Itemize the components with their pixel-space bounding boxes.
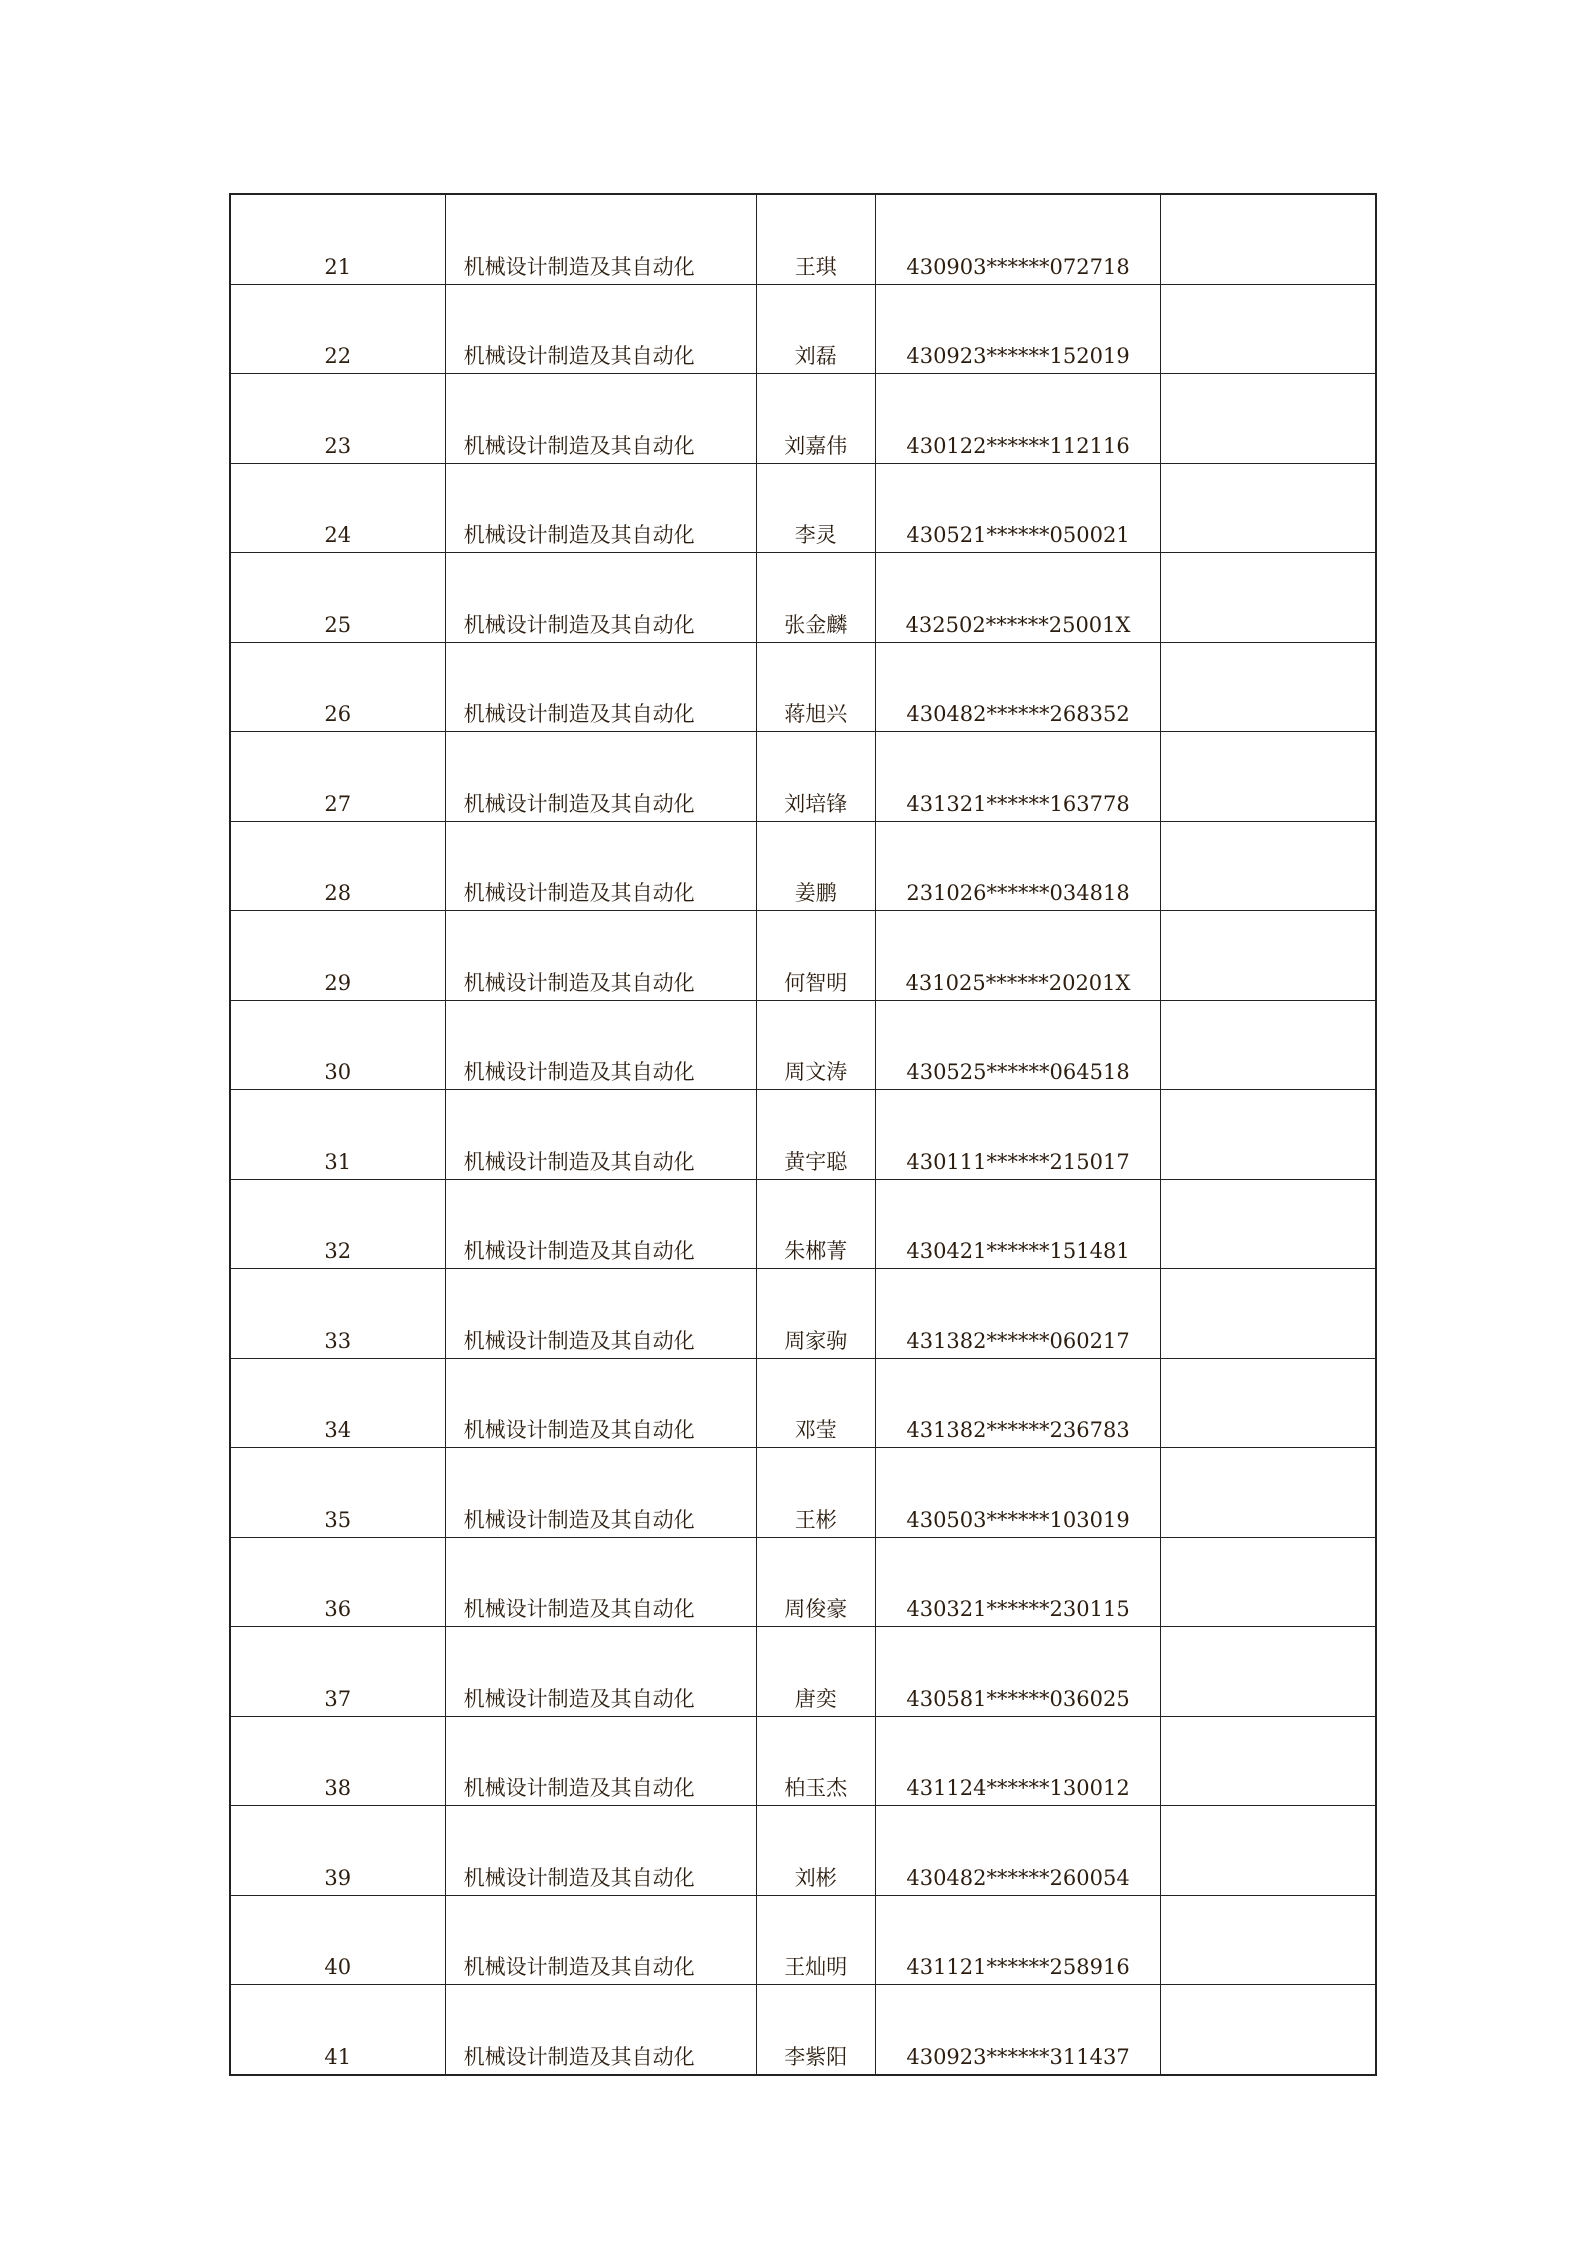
name-cell: 李灵	[756, 463, 875, 553]
id-number-cell: 432502******25001X	[875, 553, 1160, 643]
remark-cell	[1161, 1716, 1376, 1806]
id-number-cell: 430581******036025	[875, 1627, 1160, 1717]
remark-cell	[1161, 194, 1376, 284]
name-cell: 唐奕	[756, 1627, 875, 1717]
id-number-cell: 430482******260054	[875, 1806, 1160, 1896]
table-row	[230, 1179, 1376, 1269]
name-cell: 刘培锋	[756, 732, 875, 822]
row-number: 24	[230, 463, 445, 553]
id-number-cell: 430111******215017	[875, 1090, 1160, 1180]
id-number-cell: 430521******050021	[875, 463, 1160, 553]
table-row	[230, 1448, 1376, 1538]
id-number-cell: 431124******130012	[875, 1716, 1160, 1806]
major-cell: 机械设计制造及其自动化	[445, 821, 756, 911]
id-number-cell: 430923******311437	[875, 1985, 1160, 2075]
id-number-cell: 431121******258916	[875, 1895, 1160, 1985]
row-number: 33	[230, 1269, 445, 1359]
id-number-cell: 430903******072718	[875, 194, 1160, 284]
major-cell: 机械设计制造及其自动化	[445, 284, 756, 374]
major-cell: 机械设计制造及其自动化	[445, 1716, 756, 1806]
row-number: 29	[230, 911, 445, 1001]
remark-cell	[1161, 1895, 1376, 1985]
remark-cell	[1161, 1806, 1376, 1896]
major-cell: 机械设计制造及其自动化	[445, 1179, 756, 1269]
id-number-cell: 430923******152019	[875, 284, 1160, 374]
remark-cell	[1161, 821, 1376, 911]
table-row	[230, 911, 1376, 1001]
remark-cell	[1161, 1358, 1376, 1448]
major-cell: 机械设计制造及其自动化	[445, 642, 756, 732]
row-number: 34	[230, 1358, 445, 1448]
name-cell: 周俊豪	[756, 1537, 875, 1627]
row-number: 25	[230, 553, 445, 643]
remark-cell	[1161, 911, 1376, 1001]
remark-cell	[1161, 1179, 1376, 1269]
major-cell: 机械设计制造及其自动化	[445, 1090, 756, 1180]
row-number: 22	[230, 284, 445, 374]
table-row	[230, 1716, 1376, 1806]
table-row	[230, 1358, 1376, 1448]
major-cell: 机械设计制造及其自动化	[445, 1895, 756, 1985]
name-cell: 柏玉杰	[756, 1716, 875, 1806]
remark-cell	[1161, 1000, 1376, 1090]
row-number: 23	[230, 374, 445, 464]
table-row	[230, 1985, 1376, 2075]
row-number: 28	[230, 821, 445, 911]
row-number: 39	[230, 1806, 445, 1896]
major-cell: 机械设计制造及其自动化	[445, 1269, 756, 1359]
name-cell: 刘彬	[756, 1806, 875, 1896]
table-row	[230, 1000, 1376, 1090]
table-row	[230, 1895, 1376, 1985]
major-cell: 机械设计制造及其自动化	[445, 1627, 756, 1717]
major-cell: 机械设计制造及其自动化	[445, 1537, 756, 1627]
row-number: 41	[230, 1985, 445, 2075]
row-number: 36	[230, 1537, 445, 1627]
remark-cell	[1161, 1269, 1376, 1359]
name-cell: 何智明	[756, 911, 875, 1001]
row-number: 26	[230, 642, 445, 732]
table-row	[230, 194, 1376, 284]
major-cell: 机械设计制造及其自动化	[445, 1806, 756, 1896]
major-cell: 机械设计制造及其自动化	[445, 553, 756, 643]
major-cell: 机械设计制造及其自动化	[445, 463, 756, 553]
id-number-cell: 430421******151481	[875, 1179, 1160, 1269]
major-cell: 机械设计制造及其自动化	[445, 1358, 756, 1448]
table-row	[230, 821, 1376, 911]
id-number-cell: 431382******060217	[875, 1269, 1160, 1359]
remark-cell	[1161, 1985, 1376, 2075]
remark-cell	[1161, 642, 1376, 732]
name-cell: 姜鹏	[756, 821, 875, 911]
id-number-cell: 431321******163778	[875, 732, 1160, 822]
remark-cell	[1161, 553, 1376, 643]
name-cell: 邓莹	[756, 1358, 875, 1448]
id-number-cell: 430122******112116	[875, 374, 1160, 464]
table-row	[230, 1806, 1376, 1896]
id-number-cell: 430525******064518	[875, 1000, 1160, 1090]
table-row	[230, 463, 1376, 553]
table-row	[230, 1269, 1376, 1359]
remark-cell	[1161, 463, 1376, 553]
row-number: 32	[230, 1179, 445, 1269]
id-number-cell: 430321******230115	[875, 1537, 1160, 1627]
row-number: 27	[230, 732, 445, 822]
id-number-cell: 431025******20201X	[875, 911, 1160, 1001]
name-cell: 王灿明	[756, 1895, 875, 1985]
remark-cell	[1161, 1448, 1376, 1538]
major-cell: 机械设计制造及其自动化	[445, 374, 756, 464]
major-cell: 机械设计制造及其自动化	[445, 194, 756, 284]
table-row	[230, 732, 1376, 822]
id-number-cell: 430503******103019	[875, 1448, 1160, 1538]
name-cell: 周文涛	[756, 1000, 875, 1090]
name-cell: 王彬	[756, 1448, 875, 1538]
table-row	[230, 642, 1376, 732]
row-number: 31	[230, 1090, 445, 1180]
remark-cell	[1161, 284, 1376, 374]
remark-cell	[1161, 1537, 1376, 1627]
major-cell: 机械设计制造及其自动化	[445, 1000, 756, 1090]
major-cell: 机械设计制造及其自动化	[445, 1448, 756, 1538]
table-row	[230, 1090, 1376, 1180]
name-cell: 王琪	[756, 194, 875, 284]
table-row	[230, 553, 1376, 643]
name-cell: 朱郴菁	[756, 1179, 875, 1269]
row-number: 30	[230, 1000, 445, 1090]
id-number-cell: 231026******034818	[875, 821, 1160, 911]
student-list-table	[229, 193, 1377, 2076]
remark-cell	[1161, 374, 1376, 464]
row-number: 37	[230, 1627, 445, 1717]
id-number-cell: 431382******236783	[875, 1358, 1160, 1448]
major-cell: 机械设计制造及其自动化	[445, 1985, 756, 2075]
name-cell: 周家驹	[756, 1269, 875, 1359]
row-number: 40	[230, 1895, 445, 1985]
table-row	[230, 284, 1376, 374]
table-row	[230, 1627, 1376, 1717]
remark-cell	[1161, 732, 1376, 822]
name-cell: 黄宇聪	[756, 1090, 875, 1180]
name-cell: 刘磊	[756, 284, 875, 374]
row-number: 35	[230, 1448, 445, 1538]
table-body	[230, 194, 1376, 2075]
remark-cell	[1161, 1627, 1376, 1717]
remark-cell	[1161, 1090, 1376, 1180]
name-cell: 刘嘉伟	[756, 374, 875, 464]
name-cell: 蒋旭兴	[756, 642, 875, 732]
row-number: 21	[230, 194, 445, 284]
id-number-cell: 430482******268352	[875, 642, 1160, 732]
major-cell: 机械设计制造及其自动化	[445, 732, 756, 822]
major-cell: 机械设计制造及其自动化	[445, 911, 756, 1001]
row-number: 38	[230, 1716, 445, 1806]
table-row	[230, 1537, 1376, 1627]
name-cell: 张金麟	[756, 553, 875, 643]
table-row	[230, 374, 1376, 464]
name-cell: 李紫阳	[756, 1985, 875, 2075]
